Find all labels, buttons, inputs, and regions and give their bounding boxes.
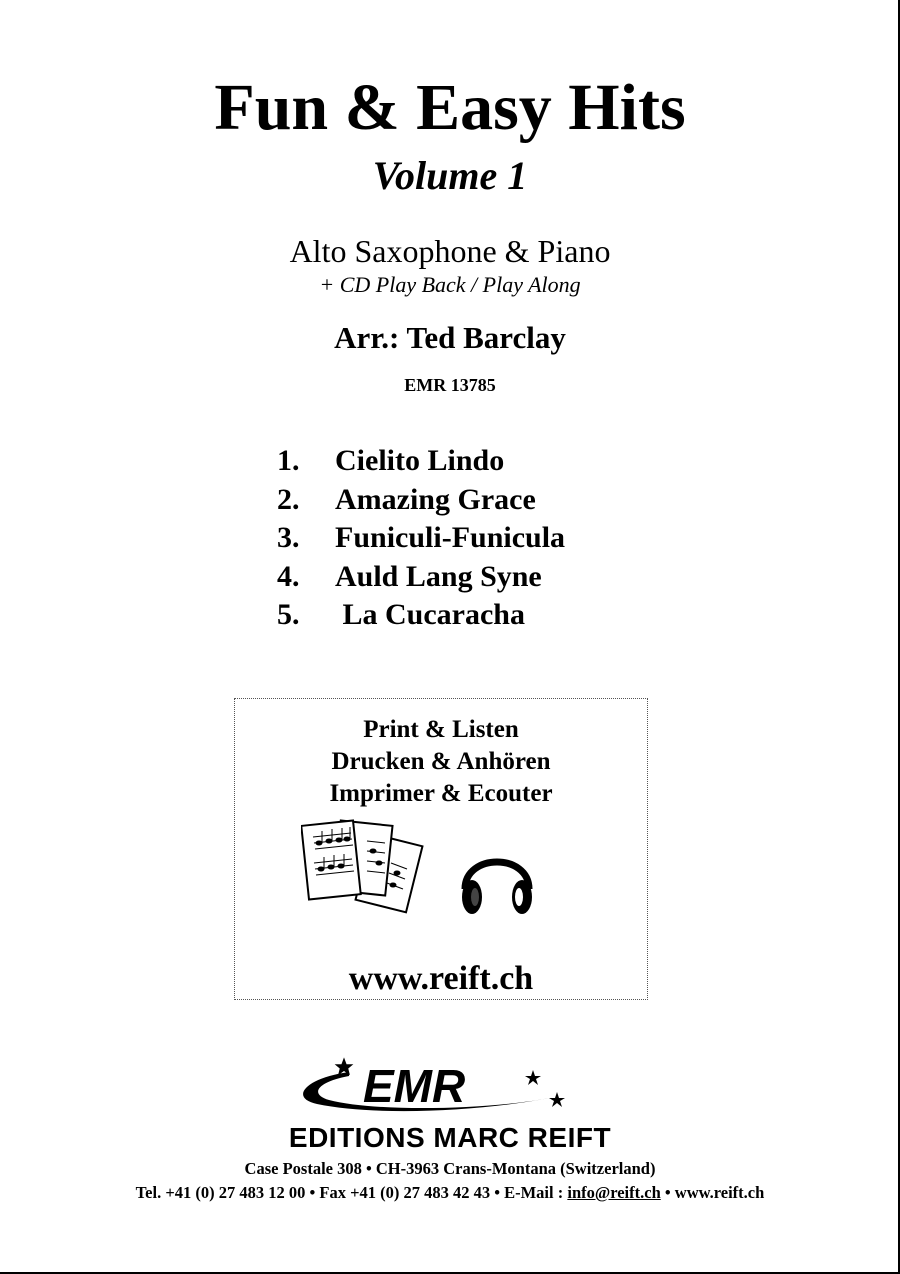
publisher-address: Case Postale 308 • CH-3963 Crans-Montana (Switzerland)	[244, 1159, 656, 1178]
song-number: 4.	[277, 559, 300, 593]
contact-website: • www.reift.ch	[660, 1183, 765, 1202]
headphones-icon	[455, 839, 539, 923]
song-number: 5.	[277, 598, 300, 631]
song-number: 2.	[277, 482, 300, 516]
song-list	[277, 442, 677, 635]
cd-note: + CD Play Back / Play Along	[319, 272, 581, 297]
website-label: www.reift.ch	[348, 960, 534, 997]
promo-line-german: Drucken & Anhören	[331, 748, 551, 775]
song-number: 3.	[277, 521, 300, 554]
sheet-music-icon	[301, 817, 441, 917]
song-item	[277, 481, 677, 520]
song-item	[277, 596, 677, 635]
publisher-contact	[0, 1182, 900, 1204]
song-item	[277, 442, 677, 481]
song-title: Auld Lang Syne	[335, 559, 542, 593]
print-listen-box	[234, 698, 648, 1000]
catalog-code: EMR 13785	[404, 375, 496, 395]
emr-logo	[295, 1052, 595, 1120]
song-item	[277, 558, 677, 597]
song-number: 1.	[277, 444, 300, 477]
instrumentation: Alto Saxophone & Piano	[289, 233, 611, 269]
contact-phone-fax: Tel. +41 (0) 27 483 12 00 • Fax +41 (0) 27 483 42 43 • E-Mail :	[135, 1183, 568, 1202]
cover-subtitle: Volume 1	[372, 153, 528, 198]
arranger: Arr.: Ted Barclay	[334, 320, 566, 355]
song-title: Funiculi-Funicula	[335, 521, 566, 554]
publisher-name: EDITIONS MARC REIFT	[288, 1122, 612, 1153]
logo-text: EMR	[363, 1060, 466, 1112]
song-title: La Cucaracha	[335, 598, 525, 631]
song-item	[277, 519, 677, 558]
email-link[interactable]: info@reift.ch	[567, 1183, 661, 1202]
song-title: Amazing Grace	[335, 482, 536, 516]
cover-title: Fun & Easy Hits	[214, 71, 686, 144]
promo-line-french: Imprimer & Ecouter	[329, 780, 553, 807]
song-title: Cielito Lindo	[335, 444, 505, 477]
promo-line-english: Print & Listen	[363, 716, 519, 743]
